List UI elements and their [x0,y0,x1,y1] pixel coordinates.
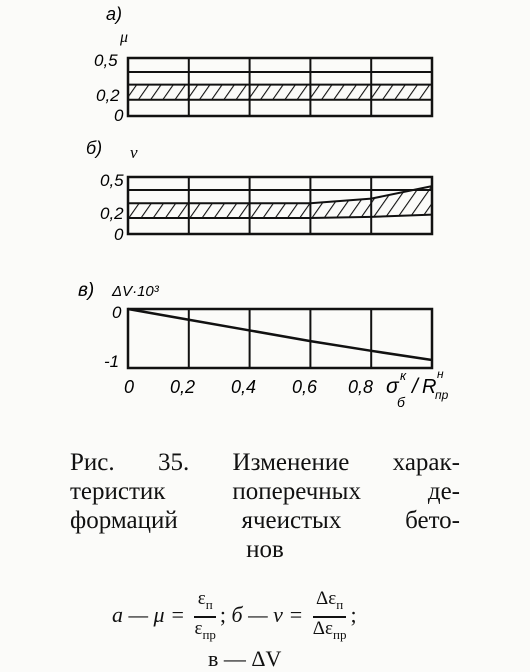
caption-line-1: Рис. 35. Изменение харак- [70,449,460,476]
formula-b-fraction [313,588,347,646]
caption-line-4: нов [246,536,284,563]
panel-c-ytick-top: 0 [112,303,122,322]
formula-a-denominator: $\varepsilon_{пр}$ [194,617,216,642]
series-line [128,309,432,360]
legend-formula-c: в — ΔV [208,646,282,671]
panel-a-ytick-mid: 0,2 [96,86,120,105]
panel-c-plot [127,308,433,368]
panel-b-ytick-top: 0,5 [100,171,124,190]
x-label-R-sup: н [437,367,444,381]
x-label-sigma-sup: к [400,368,407,383]
band-hatch [128,85,432,100]
series-point-0 [127,308,129,310]
x-tick-04: 0,4 [231,377,257,397]
panel-a-plot [128,58,432,116]
x-axis-label [386,367,449,410]
x-tick-06: 0,6 [292,377,318,397]
x-tick-08: 0,8 [348,377,374,397]
x-label-R-sub: пр [435,388,449,402]
caption-line-2: теристик поперечных де- [70,478,460,505]
series-point-2 [249,330,251,332]
x-label-sigma: σ [386,375,399,398]
panel-a-ytick-top: 0,5 [94,51,118,70]
formula-b-prefix: б — ν = [231,601,304,627]
formula-end: ; [350,601,357,627]
x-tick-0: 0 [124,377,135,397]
x-label-sigma-sub: б [397,394,405,410]
panel-b-ylabel: ν [130,143,138,162]
formula-a-numerator: $\varepsilon_п$ [194,588,215,618]
series-point-5 [431,359,433,361]
panel-c-label: в) [78,280,95,301]
caption-line-3: формаций ячеистых бето- [70,507,460,534]
formula-b-denominator: $\Delta\varepsilon_{пр}$ [312,617,347,642]
series-point-3 [310,340,312,342]
x-tick-02: 0,2 [170,377,196,397]
formula-b-numerator: $\Delta\varepsilon_п$ [313,588,347,618]
panel-a-label: а) [106,4,123,24]
x-label-slash: / [412,375,418,398]
panel-a-ylabel: μ [120,29,129,46]
figure-caption [70,448,460,564]
x-label-R: R [422,376,437,398]
legend-formula-a-b [112,588,357,646]
formula-a-prefix: а — μ = [112,601,185,627]
panel-b-plot [128,177,432,234]
formula-sep: ; [219,601,227,627]
panel-c-ytick-bottom: -1 [104,352,120,371]
series-point-1 [188,319,190,321]
panel-a-ytick-bottom: 0 [114,106,124,125]
panel-b-label: б) [86,138,103,158]
panel-b-ytick-mid: 0,2 [100,204,124,223]
formula-a-fraction [194,588,215,646]
panel-c-ylabel: ΔV·10³ [112,283,159,300]
panel-b-ytick-bottom: 0 [114,225,124,244]
series-point-4 [370,350,372,352]
